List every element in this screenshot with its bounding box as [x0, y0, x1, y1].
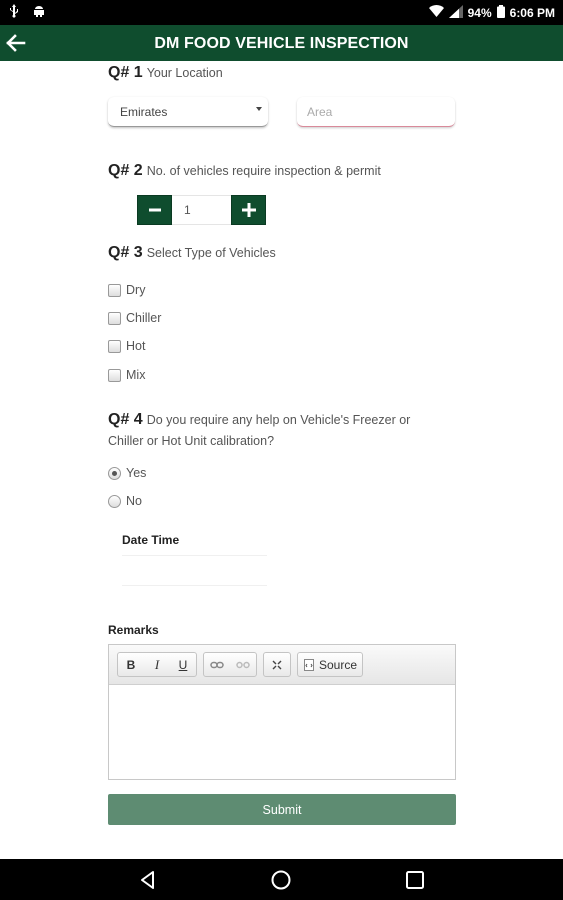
increment-button[interactable]	[231, 195, 266, 225]
checkbox-chiller[interactable]	[108, 310, 161, 326]
status-bar	[0, 0, 563, 25]
remarks-label: Remarks	[108, 623, 159, 637]
checkbox-label: Dry	[126, 283, 146, 297]
checkbox-label: Mix	[126, 368, 146, 382]
date-time-field[interactable]	[122, 555, 267, 556]
checkbox-box[interactable]	[108, 369, 121, 382]
question-3-title	[108, 244, 276, 262]
radio-button[interactable]	[108, 467, 121, 480]
radio-yes[interactable]	[108, 465, 146, 481]
unlink-icon	[236, 660, 250, 670]
question-number: Q# 1	[108, 64, 143, 81]
checkbox-label: Hot	[126, 339, 146, 353]
area-input[interactable]	[297, 97, 455, 127]
checkbox-hot[interactable]	[108, 338, 145, 354]
link-icon	[210, 660, 224, 670]
emirate-select-value: Emirates	[120, 105, 168, 119]
checkbox-label: Chiller	[126, 311, 162, 325]
question-1-title	[108, 64, 223, 82]
source-icon	[304, 659, 314, 671]
radio-label: Yes	[126, 466, 147, 480]
question-number: Q# 3	[108, 244, 143, 261]
decrement-button[interactable]	[137, 195, 172, 225]
minus-icon	[149, 204, 161, 216]
link-button[interactable]	[204, 653, 230, 676]
plus-icon	[242, 203, 256, 217]
caret-down-icon	[256, 107, 262, 111]
bold-button[interactable]: B	[126, 657, 136, 672]
recents-nav-icon[interactable]	[404, 869, 426, 891]
checkbox-dry[interactable]	[108, 282, 145, 298]
question-text: Your Location	[146, 66, 223, 80]
checkbox-box[interactable]	[108, 284, 121, 297]
question-number: Q# 2	[108, 162, 143, 179]
italic-button[interactable]: I	[154, 656, 160, 672]
radio-no[interactable]	[108, 493, 142, 509]
back-nav-icon[interactable]	[137, 869, 159, 891]
question-text: Select Type of Vehicles	[146, 246, 276, 260]
emirate-select[interactable]	[108, 97, 268, 127]
divider	[122, 585, 267, 586]
checkbox-box[interactable]	[108, 340, 121, 353]
maximize-button[interactable]	[264, 653, 290, 676]
view-group	[263, 652, 291, 677]
navigation-bar	[0, 859, 563, 900]
link-group	[203, 652, 257, 677]
radio-label: No	[126, 494, 142, 508]
question-text: Do you require any help on Vehicle's Freezer or Chiller or Hot Unit calibration?	[108, 413, 411, 448]
quantity-input[interactable]	[172, 195, 231, 225]
clock: 6:06 PM	[509, 6, 555, 20]
submit-button[interactable]: Submit	[108, 794, 456, 825]
unlink-button[interactable]	[230, 653, 256, 676]
radio-button[interactable]	[108, 495, 121, 508]
remarks-editor	[108, 644, 456, 780]
page-title: DM FOOD VEHICLE INSPECTION	[154, 35, 409, 52]
usb-icon	[8, 4, 20, 23]
question-2-title	[108, 162, 381, 180]
battery-percent: 94%	[467, 6, 492, 20]
underline-button[interactable]: U	[178, 657, 188, 672]
source-group	[297, 652, 363, 677]
checkbox-box[interactable]	[108, 312, 121, 325]
home-nav-icon[interactable]	[270, 869, 292, 891]
source-button[interactable]	[298, 653, 363, 676]
battery-icon	[497, 5, 505, 21]
signal-icon	[449, 5, 463, 21]
question-text: No. of vehicles require inspection & permit	[146, 164, 381, 178]
wifi-icon	[429, 5, 444, 21]
android-icon	[32, 4, 46, 23]
app-bar	[0, 25, 563, 61]
format-group	[117, 652, 197, 677]
question-4-title	[108, 409, 438, 452]
source-label: Source	[319, 657, 358, 672]
maximize-icon	[271, 659, 283, 671]
question-number: Q# 4	[108, 411, 143, 428]
checkbox-mix[interactable]	[108, 367, 145, 383]
date-time-label: Date Time	[122, 533, 180, 547]
editor-toolbar	[109, 645, 455, 685]
remarks-textarea[interactable]	[109, 685, 455, 779]
